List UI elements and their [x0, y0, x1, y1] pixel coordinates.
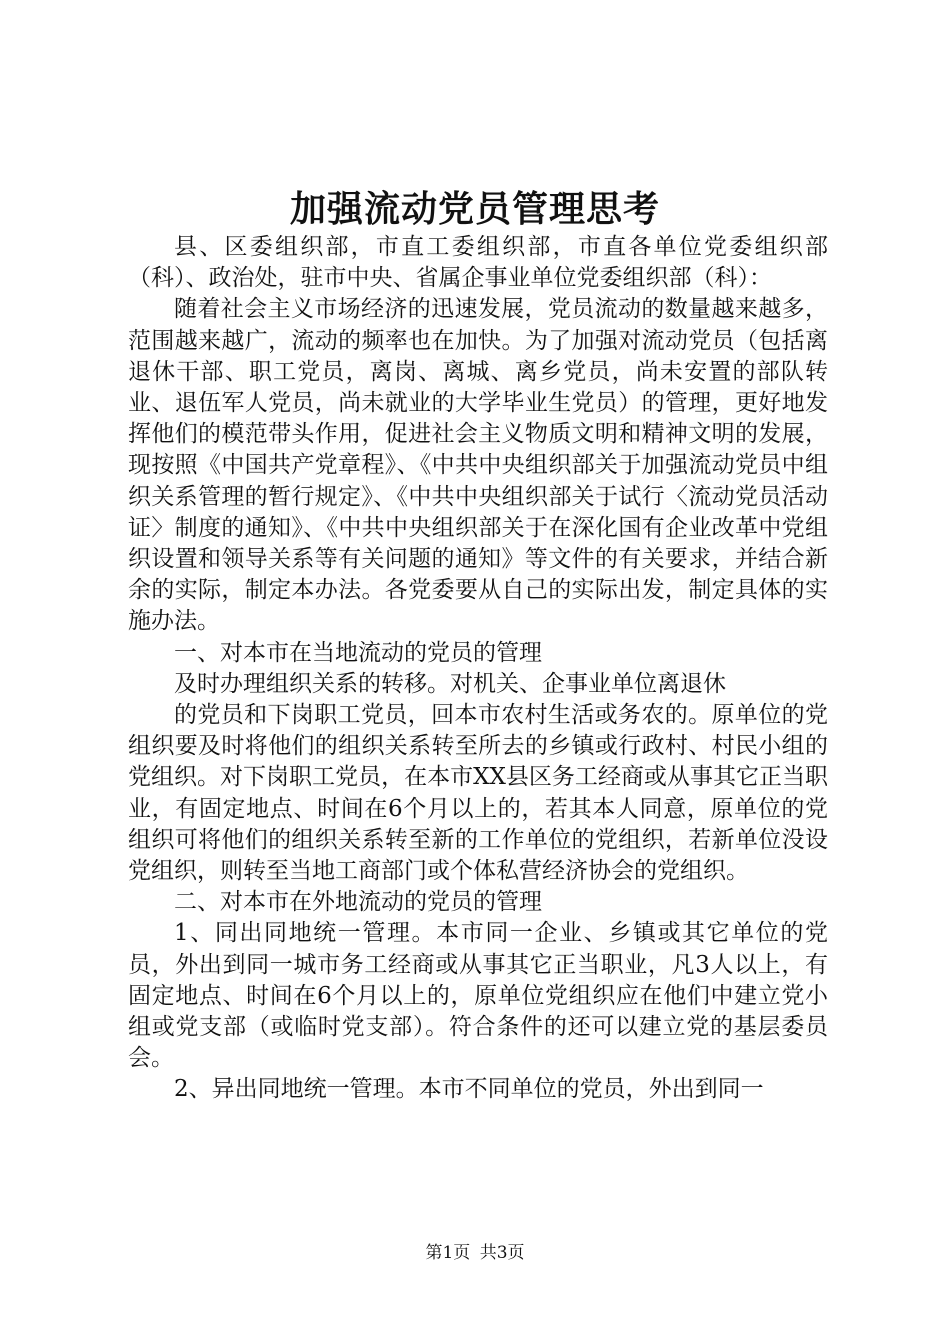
- paragraph-transfer-body: 的党员和下岗职工党员，回本市农村生活或务农的。原单位的党组织要及时将他们的组织关系转至所去的乡镇或行政村、村民小组的党组织。对下岗职工党员，在本市XX县区务工经商或从事其它正当职业，有固定地点、时间在6个月以上的，若其本人同意，原单位的党组织可将他们的组织关系转至新的工作单位的党组织，若新单位没设党组织，则转至当地工商部门或个体私营经济协会的党组织。: [128, 702, 828, 885]
- page-footer: [0, 1241, 950, 1265]
- paragraph-recipients: 县、区委组织部，市直工委组织部，市直各单位党委组织部（科）、政治处，驻市中央、省属企事业单位党委组织部（科）：: [128, 234, 828, 292]
- paragraph-item-2: 2、异出同地统一管理。本市不同单位的党员，外出到同一: [174, 1076, 764, 1103]
- section-heading-1: 一、对本市在当地流动的党员的管理: [174, 639, 542, 666]
- page-total: 共3页: [479, 1243, 525, 1263]
- section-heading-2: 二、对本市在外地流动的党员的管理: [174, 889, 542, 916]
- paragraph-item-1: 1、同出同地统一管理。本市同一企业、乡镇或其它单位的党员，外出到同一城市务工经商或从事其它正当职业，凡3人以上，有固定地点、时间在6个月以上的，原单位党组织应在他们中建立党小组或党支部（或临时党支部）。符合条件的还可以建立党的基层委员会。: [128, 920, 828, 1072]
- document-title: 加强流动党员管理思考: [289, 188, 660, 230]
- document-body: [128, 232, 828, 1106]
- paragraph-transfer-lead: 及时办理组织关系的转移。对机关、企事业单位离退休: [174, 670, 726, 697]
- paragraph-intro: 随着社会主义市场经济的迅速发展，党员流动的数量越来越多，范围越来越广，流动的频率也在加快。为了加强对流动党员（包括离退休干部、职工党员，离岗、离城、离乡党员，尚未安置的部队转业、退伍军人党员，尚未就业的大学毕业生党员）的管理，更好地发挥他们的模范带头作用，促进社会主义物质文明和精神文明的发展，现按照《中国共产党章程》、《中共中央组织部关于加强流动党员中组织关系管理的暂行规定》、《中共中央组织部关于试行〈流动党员活动证〉制度的通知》、《中共中央组织部关于在深化国有企业改革中党组织设置和领导关系等有关问题的通知》等文件的有关要求，并结合新余的实际，制定本办法。各党委要从自己的实际出发，制定具体的实施办法。: [128, 296, 828, 635]
- page-number: 第1页: [425, 1243, 471, 1263]
